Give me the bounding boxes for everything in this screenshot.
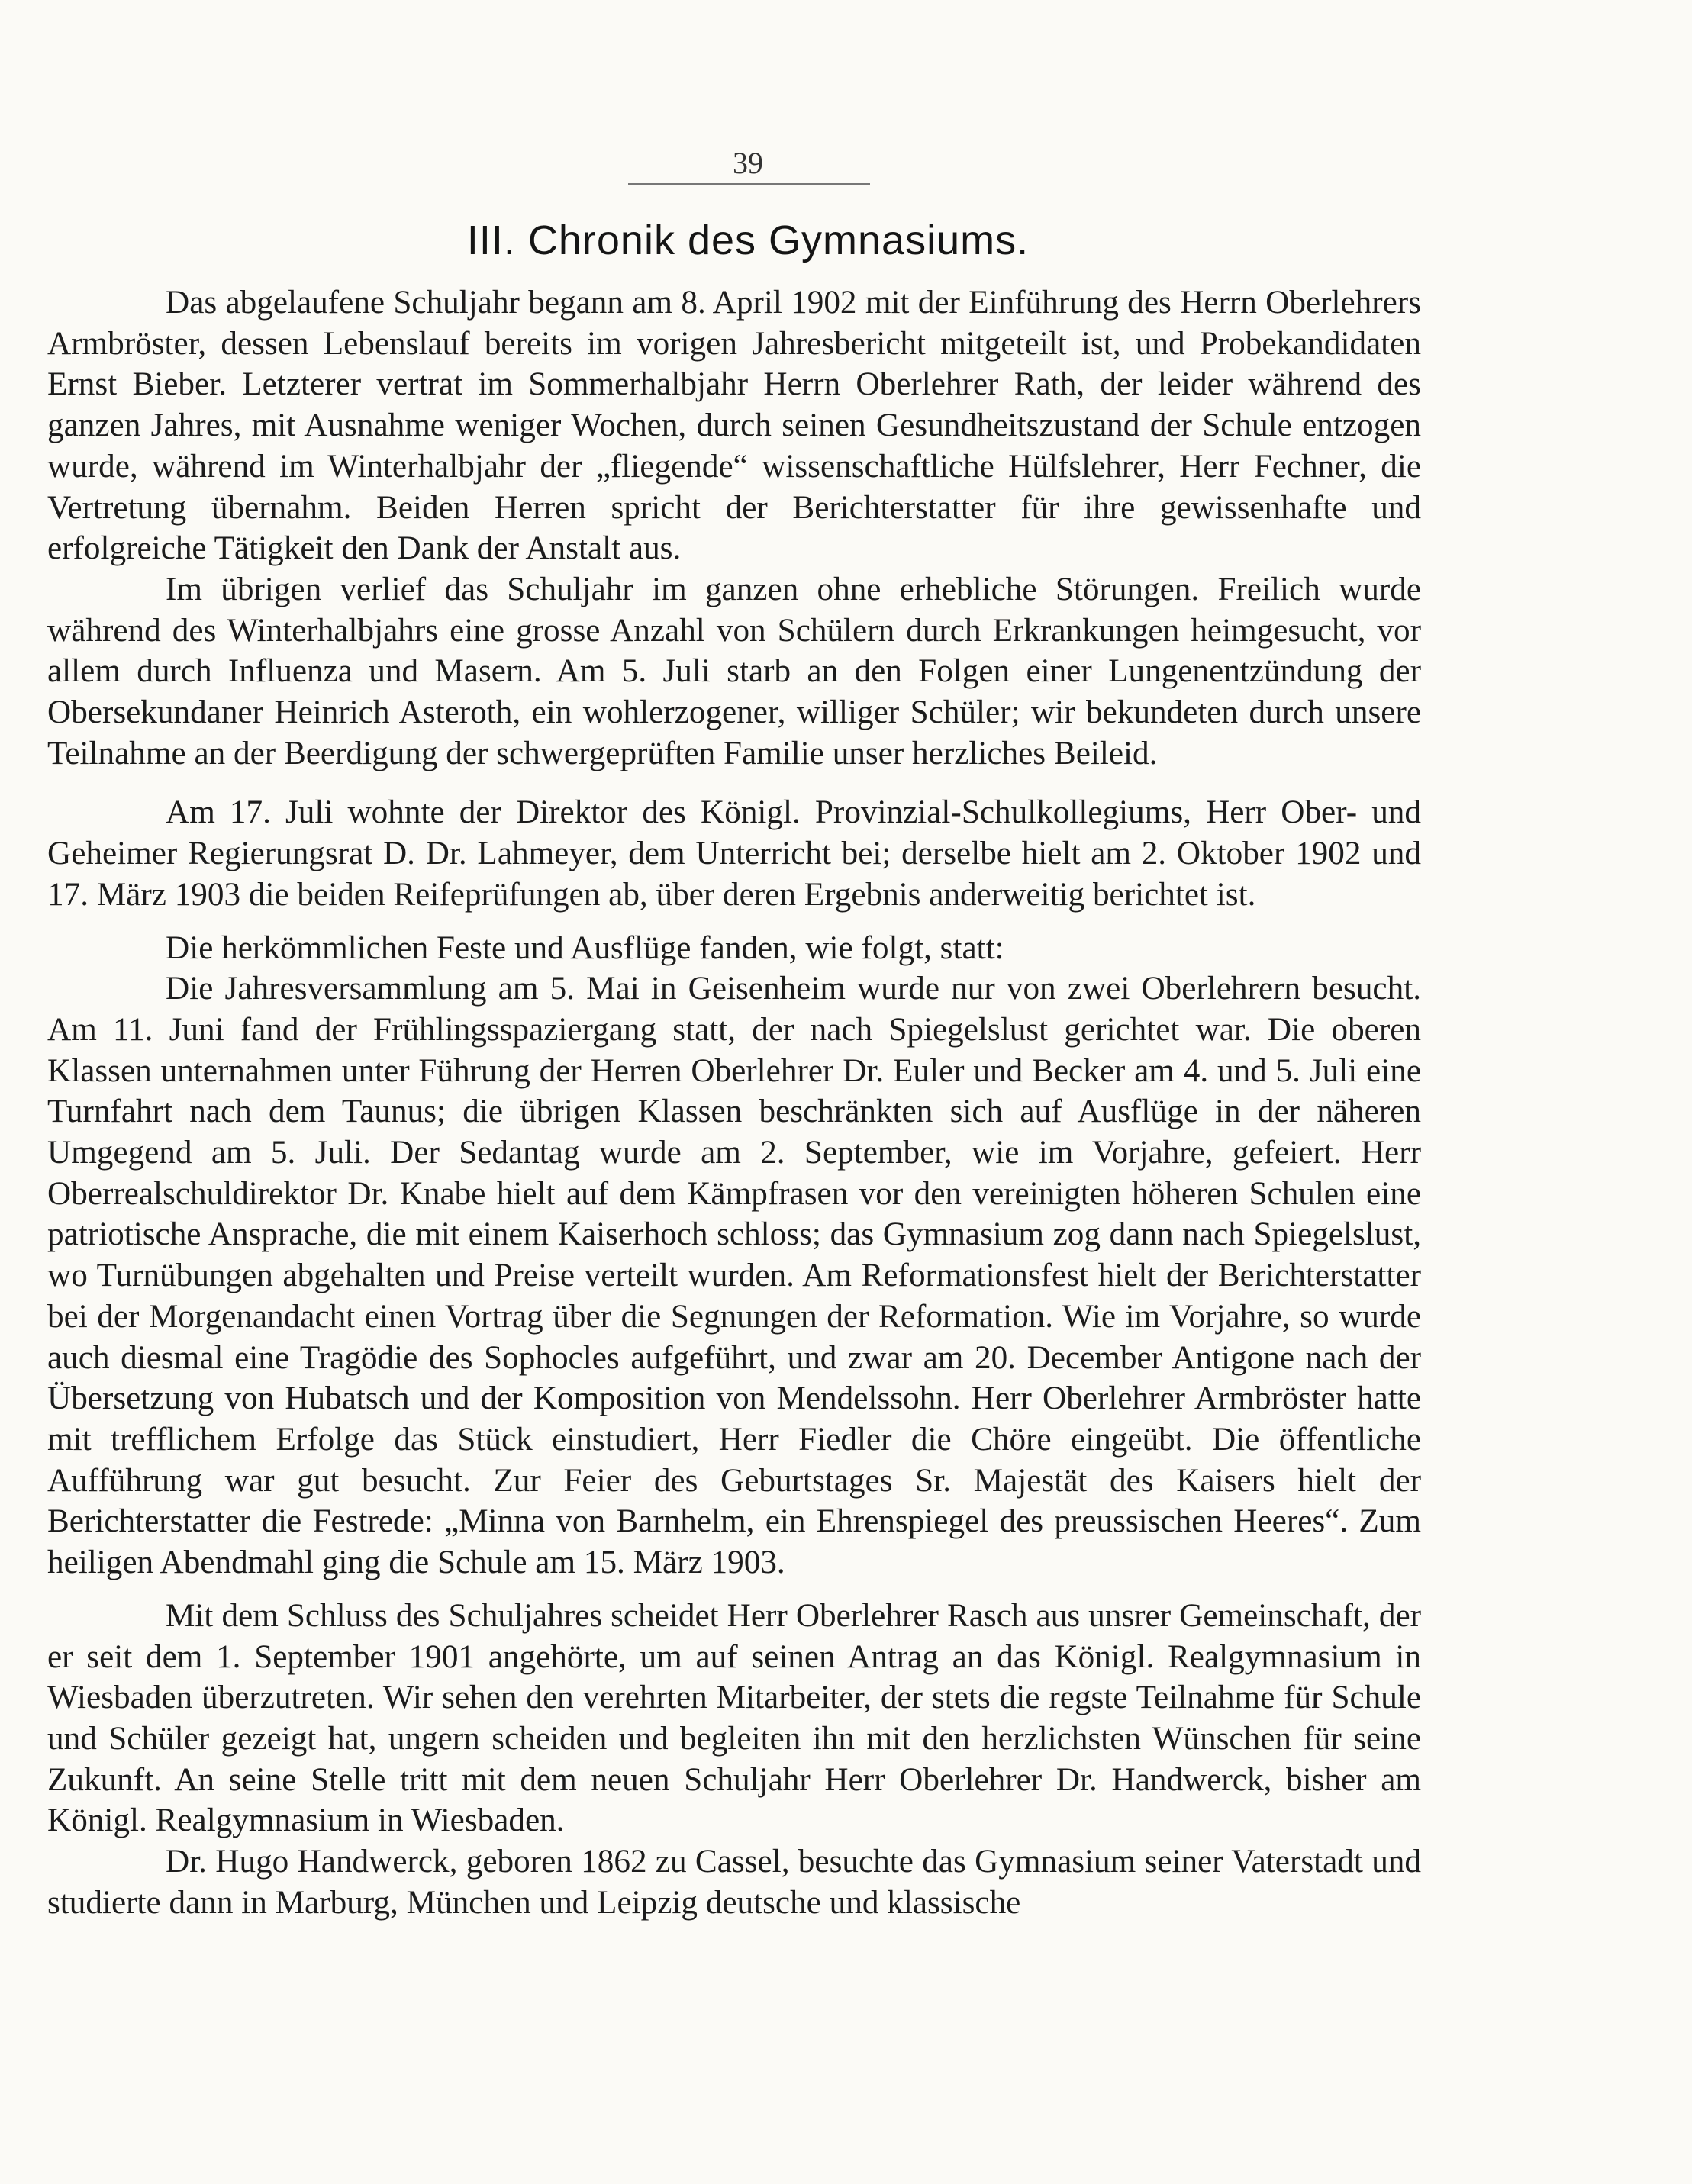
paragraph-teacher-departure: Mit dem Schluss des Schuljahres scheidet Herr Oberlehrer Rasch aus unsrer Gemeinschaft, der er seit dem 1. September 1901 angehörte, um auf seinen Antrag an das Königl. Realgymnasium in Wiesbaden überzutreten. Wir sehen den verehrten Mitarbeiter, der stets die regste Teilnahme für Schule und Schüler gezeigt hat, ungern scheiden und begleiten ihn mit den herzlichsten Wünschen für seine Zukunft. An seine Stelle tritt mit dem neuen Schuljahr Herr Oberlehrer Dr. Handwerck, bisher am Königl. Realgymnasium in Wiesbaden.: [47, 1597, 1421, 1839]
paragraph-festivities: Die Jahresversammlung am 5. Mai in Geisenheim wurde nur von zwei Oberlehrern besucht. Am 11. Juni fand der Frühlingsspaziergang statt, der nach Spiegelslust gerichtet war. Die oberen Klassen unternahmen unter Führung der Herren Oberlehrer Dr. Euler und Becker am 4. und 5. Juli eine Turnfahrt nach dem Taunus; die übrigen Klassen beschränkten sich auf Ausflüge in der näheren Umgegend am 5. Juli. Der Sedantag wurde am 2. September, wie im Vorjahre, gefeiert. Herr Oberrealschuldirektor Dr. Knabe hielt auf dem Kämpfrasen vor den vereinigten höheren Schulen eine patriotische Ansprache, die mit einem Kaiserhoch schloss; das Gymnasium zog dann nach Spiegelslust, wo Turnübungen abgehalten und Preise verteilt wurden. Am Reformationsfest hielt der Berichterstatter bei der Morgenandacht einen Vortrag über die Segnungen der Reformation. Wie im Vorjahre, so wurde auch diesmal eine Tragödie des Sophocles aufgeführt, und zwar am 20. December Antigone nach der Übersetzung von Hubatsch und der Komposition von Mendelssohn. Herr Oberlehrer Armbröster hatte mit trefflichem Erfolge das Stück einstudiert, Herr Fiedler die Chöre eingeübt. Die öffentliche Aufführung war gut besucht. Zur Feier des Geburtstages Sr. Majestät des Kaisers hielt der Berichterstatter die Festrede: „Minna von Barnhelm, ein Ehrenspiegel des preussischen Heeres“. Zum heiligen Abendmahl ging die Schule am 15. März 1903.: [47, 971, 1421, 1581]
page-number-rule: [628, 183, 870, 185]
page-number: 39: [733, 146, 763, 180]
paragraph-new-teacher-bio: Dr. Hugo Handwerck, geboren 1862 zu Cassel, besuchte das Gymnasium seiner Vaterstadt und studierte dann in Marburg, München und Leipzig deutsche und klassische: [47, 1844, 1421, 1921]
paragraph-staff-changes: Das abgelaufene Schuljahr begann am 8. April 1902 mit der Einführung des Herrn Oberlehrers Armbröster, dessen Lebenslauf bereits im vorigen Jahresbericht mitgeteilt ist, und Probekandidaten Ernst Bieber. Letzterer vertrat im Sommerhalbjahr Herrn Oberlehrer Rath, der leider während des ganzen Jahres, mit Ausnahme weniger Wochen, durch seinen Gesundheitszustand der Schule entzogen wurde, während im Winterhalbjahr der „fliegende“ wissenschaftliche Hülfslehrer, Herr Fechner, die Vertretung übernahm. Beiden Herren spricht der Berichterstatter für ihre gewissenhafte und erfolgreiche Tätigkeit den Dank der Anstalt aus.: [47, 285, 1421, 567]
paragraph-school-year-health: Im übrigen verlief das Schuljahr im ganzen ohne erhebliche Störungen. Freilich wurde während des Winterhalbjahrs eine grosse Anzahl von Schülern durch Erkrankungen heimgesucht, vor allem durch Influenza und Masern. Am 5. Juli starb an den Folgen einer Lungenentzündung der Obersekundaner Heinrich Asteroth, ein wohlerzogener, williger Schüler; wir bekundeten durch unsere Teilnahme an der Beerdigung der schwergeprüften Familie unser herzliches Beileid.: [47, 571, 1421, 771]
paragraph-inspection: Am 17. Juli wohnte der Direktor des Königl. Provinzial-Schulkollegiums, Herr Ober- und Geheimer Regierungsrat D. Dr. Lahmeyer, dem Unterricht bei; derselbe hielt am 2. Oktober 1902 und 17. März 1903 die beiden Reifeprüfungen ab, über deren Ergebnis anderweitig berichtet ist.: [47, 794, 1421, 913]
section-heading: III. Chronik des Gymnasiums.: [466, 217, 1030, 263]
body-text: [47, 282, 1421, 1923]
paragraph-festivities-intro: Die herkömmlichen Feste und Ausflüge fanden, wie folgt, statt:: [166, 929, 1004, 966]
